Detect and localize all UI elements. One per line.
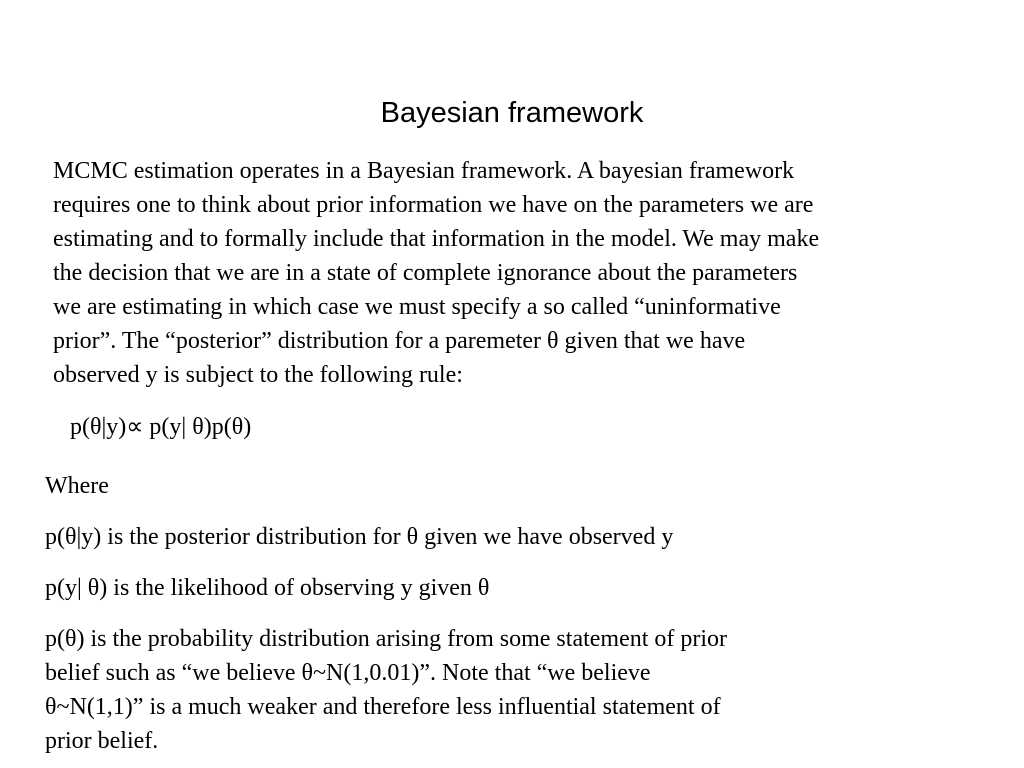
prior-line: θ~N(1,1)” is a much weaker and therefore less influential statement of <box>45 694 721 720</box>
intro-line: we are estimating in which case we must specify a so called “uninformative <box>53 294 781 320</box>
intro-line: estimating and to formally include that information in the model. We may make <box>53 226 820 252</box>
posterior-definition: p(θ|y) is the posterior distribution for θ given we have observed y <box>45 524 674 550</box>
intro-paragraph <box>53 154 983 392</box>
prior-definition <box>45 622 905 758</box>
prior-line: prior belief. <box>45 728 159 754</box>
prior-line: belief such as “we believe θ~N(1,0.01)”. Note that “we believe <box>45 660 651 686</box>
definitions-block <box>45 469 905 758</box>
bayes-formula: p(θ|y)∝ p(y| θ)p(θ) <box>70 414 252 440</box>
where-label: Where <box>45 473 109 499</box>
likelihood-definition: p(y| θ) is the likelihood of observing y given θ <box>45 575 490 601</box>
intro-line: observed y is subject to the following rule: <box>53 362 463 388</box>
intro-line: requires one to think about prior information we have on the parameters we are <box>53 192 814 218</box>
prior-line: p(θ) is the probability distribution arising from some statement of prior <box>45 626 728 652</box>
intro-line: the decision that we are in a state of complete ignorance about the parameters <box>53 260 798 286</box>
intro-line: prior”. The “posterior” distribution for a paremeter θ given that we have <box>53 328 746 354</box>
intro-line: MCMC estimation operates in a Bayesian framework. A bayesian framework <box>53 158 795 184</box>
slide-title: Bayesian framework <box>380 97 644 129</box>
